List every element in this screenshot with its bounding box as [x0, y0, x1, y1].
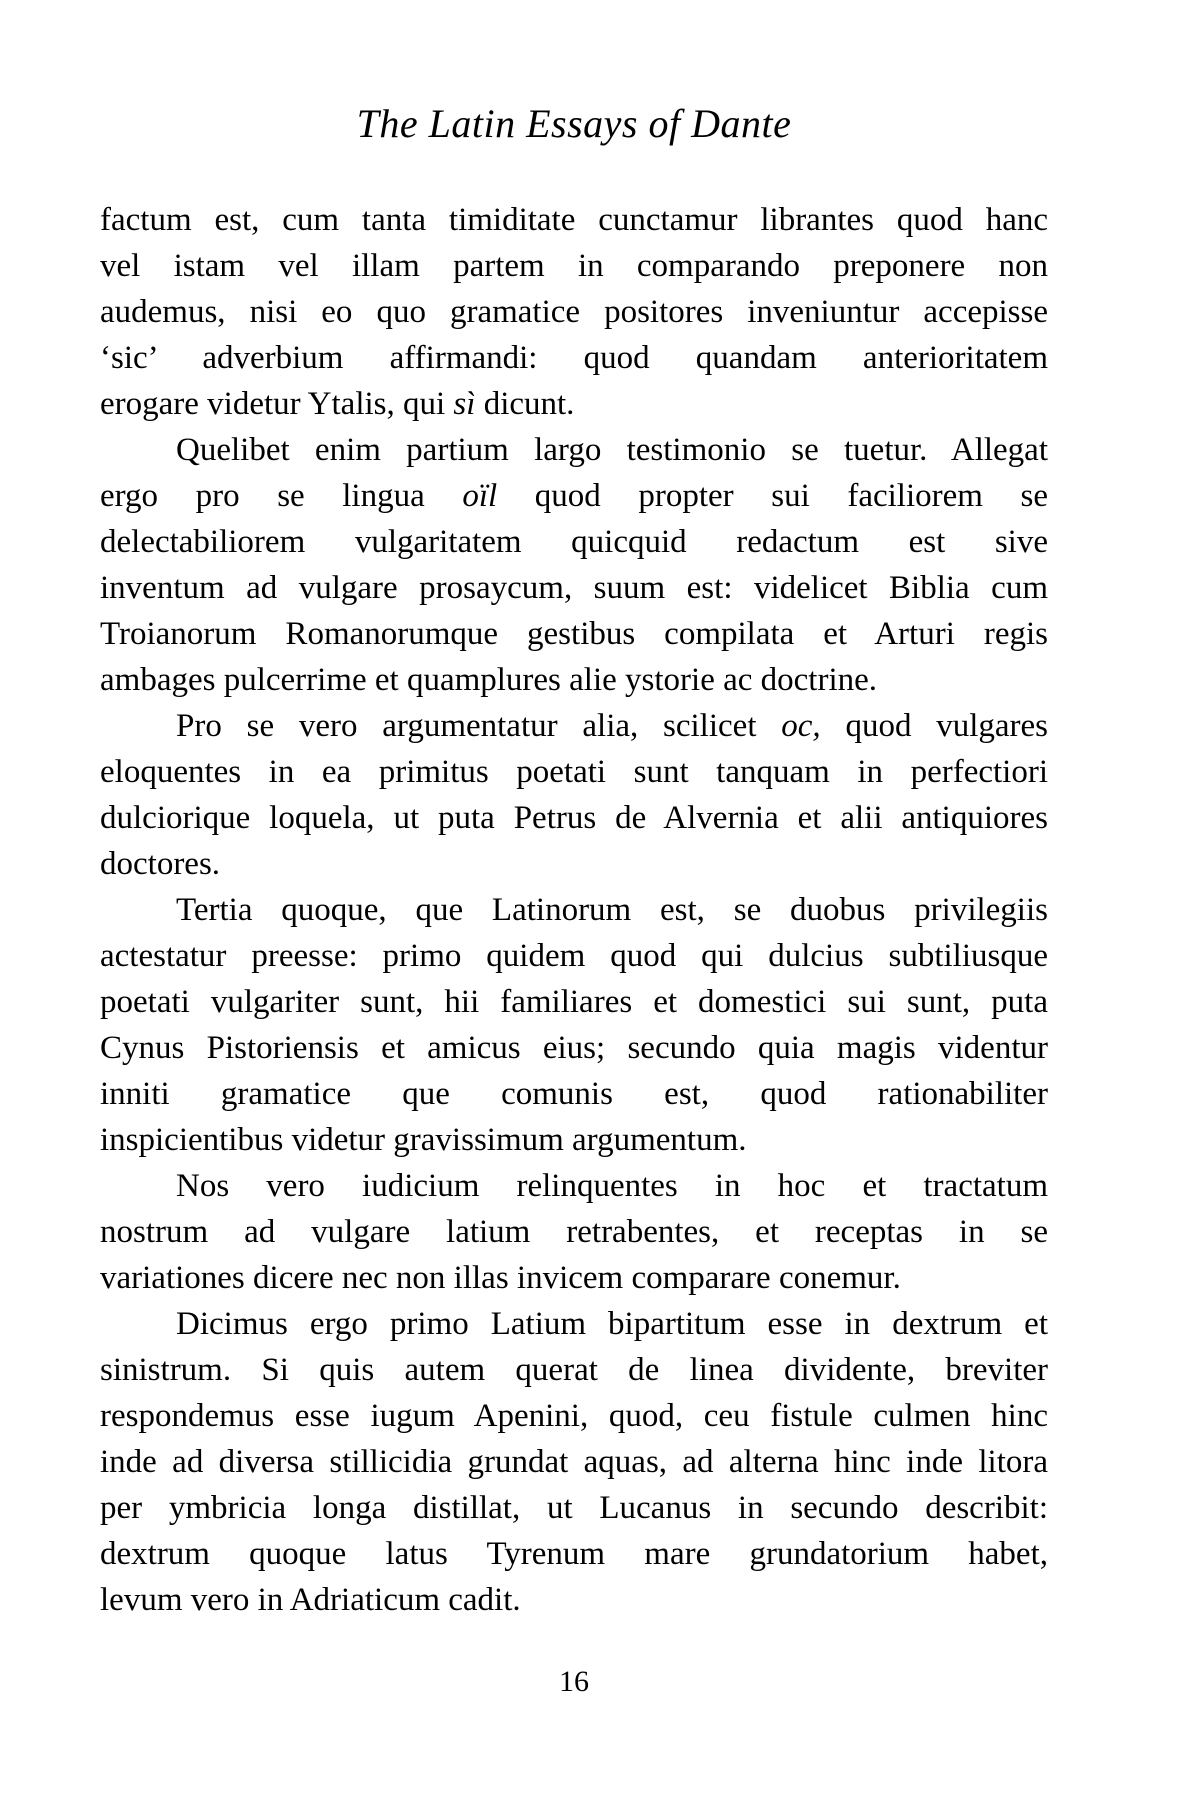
body-text: [100, 197, 1048, 1623]
paragraph: [100, 1163, 1048, 1301]
text-line: nostrum ad vulgare latium retrabentes, et receptas in se: [100, 1214, 1048, 1250]
text-line: inspicientibus videtur gravissimum argumentum.: [100, 1122, 747, 1158]
text-line: poetati vulgariter sunt, hii familiares et domestici sui sunt, puta: [100, 984, 1048, 1020]
text-line: Quelibet enim partium largo testimonio se tuetur. Allegat: [176, 432, 1048, 468]
text-line: delectabiliorem vulgaritatem quicquid redactum est sive: [100, 524, 1048, 560]
text-line: ergo pro se lingua oïl quod propter sui faciliorem se: [100, 478, 1048, 514]
text-line: doctores.: [100, 846, 221, 882]
text-line: inventum ad vulgare prosaycum, suum est: videlicet Biblia cum: [100, 570, 1048, 606]
text-line: ambages pulcerrime et quamplures alie ystorie ac doctrine.: [100, 662, 878, 698]
paragraph: [100, 1301, 1048, 1623]
text-line: Troianorum Romanorumque gestibus compilata et Arturi regis: [100, 616, 1048, 652]
text-line: dextrum quoque latus Tyrenum mare grundatorium habet,: [100, 1536, 1048, 1572]
text-line: erogare videtur Ytalis, qui sì dicunt.: [100, 386, 575, 422]
text-line: Nos vero iudicium relinquentes in hoc et tractatum: [176, 1168, 1048, 1204]
text-line: dulciorique loquela, ut puta Petrus de Alvernia et alii antiquiores: [100, 800, 1048, 836]
text-line: ‘sic’ adverbium affirmandi: quod quandam anterioritatem: [100, 340, 1048, 376]
paragraph: [100, 427, 1048, 703]
paragraph: [100, 703, 1048, 887]
paragraph: [100, 197, 1048, 427]
italic-term: sì: [453, 386, 476, 422]
italic-term: oïl: [462, 478, 498, 514]
text-line: audemus, nisi eo quo gramatice positores inveniuntur accepisse: [100, 294, 1048, 330]
text-line: Tertia quoque, que Latinorum est, se duobus privilegiis: [176, 892, 1048, 928]
text-line: levum vero in Adriaticum cadit.: [100, 1582, 521, 1618]
italic-term: oc,: [781, 708, 821, 744]
text-line: actestatur preesse: primo quidem quod qui dulcius subtiliusque: [100, 938, 1048, 974]
text-line: Dicimus ergo primo Latium bipartitum esse in dextrum et: [176, 1306, 1048, 1342]
text-line: Pro se vero argumentatur alia, scilicet oc, quod vulgares: [176, 708, 1049, 744]
paragraph: [100, 887, 1048, 1163]
page-number: 16: [559, 1665, 589, 1698]
text-line: vel istam vel illam partem in comparando preponere non: [100, 248, 1048, 284]
running-header: The Latin Essays of Dante: [356, 101, 792, 146]
text-line: per ymbricia longa distillat, ut Lucanus in secundo describit:: [100, 1490, 1048, 1526]
text-line: sinistrum. Si quis autem querat de linea dividente, breviter: [100, 1352, 1048, 1388]
text-line: Cynus Pistoriensis et amicus eius; secundo quia magis videntur: [100, 1030, 1048, 1066]
text-line: variationes dicere nec non illas invicem comparare conemur.: [100, 1260, 901, 1296]
text-line: factum est, cum tanta timiditate cunctamur librantes quod hanc: [100, 202, 1048, 238]
text-line: inniti gramatice que comunis est, quod rationabiliter: [100, 1076, 1048, 1112]
text-line: inde ad diversa stillicidia grundat aquas, ad alterna hinc inde litora: [100, 1444, 1048, 1480]
text-line: eloquentes in ea primitus poetati sunt tanquam in perfectiori: [100, 754, 1048, 790]
text-line: respondemus esse iugum Apenini, quod, ceu fistule culmen hinc: [100, 1398, 1048, 1434]
